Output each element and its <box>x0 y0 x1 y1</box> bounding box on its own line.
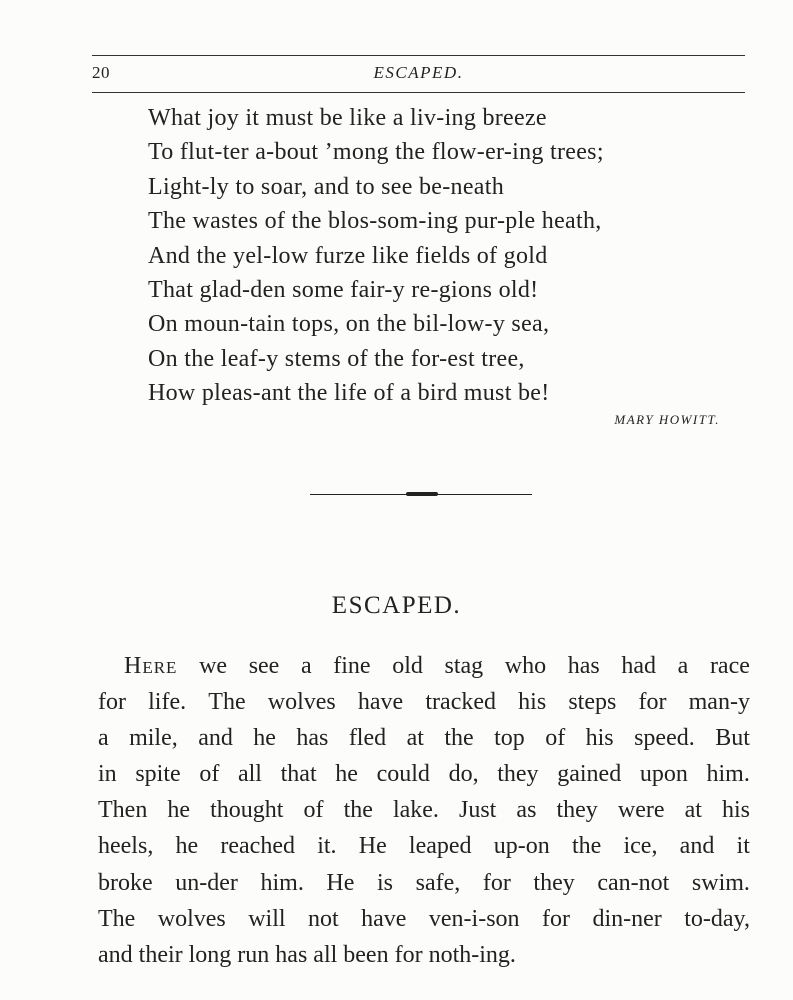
word: the <box>444 725 474 752</box>
story-line <box>98 901 750 937</box>
word: for <box>98 689 126 716</box>
poem-line: To flut-ter a-bout ’mong the flow-er-ing trees; <box>148 139 604 166</box>
word: him. <box>706 761 750 788</box>
word: we <box>199 653 228 679</box>
poem-line: On the leaf-y stems of the for-est tree, <box>148 345 525 372</box>
word: broke <box>98 869 153 896</box>
word: his <box>721 797 750 824</box>
word: will <box>248 905 286 932</box>
word: spite <box>135 761 181 788</box>
poem-line: How pleas-ant the life of a bird must be! <box>148 380 550 407</box>
word: has <box>296 725 329 752</box>
story-line <box>98 684 750 720</box>
poem-attribution: MARY HOWITT. <box>614 412 720 427</box>
word: to-day, <box>684 905 750 932</box>
word: life. <box>148 689 187 716</box>
word: wolves <box>157 905 226 932</box>
word: they <box>533 869 575 896</box>
word: can-not <box>597 869 670 896</box>
word: it. <box>317 833 337 860</box>
header-rule-top <box>92 55 745 56</box>
word: see <box>248 653 280 679</box>
word: and <box>198 725 233 752</box>
word: have <box>357 689 404 716</box>
poem-line: What joy it must be like a liv-ing breeze <box>148 105 547 131</box>
word: steps <box>568 689 617 716</box>
word: not <box>308 905 339 932</box>
word: ven-i-son <box>428 905 520 932</box>
word: he <box>175 833 199 860</box>
running-title: ESCAPED. <box>373 63 464 82</box>
word: The <box>98 905 136 932</box>
word: He <box>358 833 387 860</box>
word: fled <box>348 725 387 752</box>
word: they <box>497 761 539 788</box>
story-line <box>98 720 750 756</box>
word: it <box>736 833 750 860</box>
word: at <box>406 725 424 752</box>
word: the <box>343 797 373 824</box>
word: they <box>556 797 598 824</box>
word: thought <box>210 797 284 824</box>
word: his <box>585 725 614 752</box>
word: He <box>326 869 355 896</box>
word: he <box>167 797 191 824</box>
word: speed. <box>634 725 695 752</box>
word: his <box>518 689 547 716</box>
word: a <box>300 653 312 679</box>
word: race <box>709 653 750 679</box>
word: mile, <box>129 725 178 752</box>
header-rule-bottom <box>92 92 745 93</box>
word: him. <box>260 869 304 896</box>
word: swim. <box>691 869 750 896</box>
word: of <box>545 725 566 752</box>
story-line <box>98 828 750 864</box>
poem-line: Light-ly to soar, and to see be-neath <box>148 173 505 200</box>
word: for <box>638 689 667 716</box>
word: top <box>494 725 525 752</box>
word: could <box>376 761 430 788</box>
story-title: ESCAPED. <box>331 592 462 619</box>
word: he <box>335 761 358 788</box>
poem-line: And the yel-low furze like fields of gold <box>148 242 548 269</box>
word: a <box>98 725 109 752</box>
word: the <box>571 833 602 860</box>
word: for <box>482 869 511 896</box>
poem <box>148 101 748 411</box>
word: The <box>208 689 246 716</box>
word: in <box>98 761 117 788</box>
story-line <box>98 756 750 792</box>
story-line-last: and their long run has all been for noth-ing. <box>98 941 516 968</box>
word: But <box>715 725 750 752</box>
word: din-ner <box>592 905 662 932</box>
running-head <box>92 63 745 85</box>
word: is <box>377 869 394 896</box>
section-divider-ornament <box>310 491 532 499</box>
word: un-der <box>175 869 238 896</box>
word: has <box>567 653 600 679</box>
story-line-first <box>98 648 750 684</box>
page-number: 20 <box>92 63 110 82</box>
word: up-on <box>493 833 550 860</box>
word: he <box>253 725 276 752</box>
word: upon <box>639 761 688 788</box>
word: safe, <box>415 869 461 896</box>
story-line <box>98 865 750 901</box>
word: who <box>504 653 547 679</box>
word: lake. <box>392 797 439 824</box>
word: man-y <box>688 689 750 716</box>
word: tracked <box>425 689 496 716</box>
word: wolves <box>267 689 336 716</box>
word: were <box>617 797 665 824</box>
word: of <box>303 797 324 824</box>
word: gained <box>557 761 622 788</box>
word: stag <box>444 653 484 679</box>
word: as <box>516 797 537 824</box>
story-line <box>98 792 750 828</box>
word: that <box>280 761 317 788</box>
story-body <box>98 648 750 973</box>
word: old <box>392 653 423 679</box>
word: all <box>237 761 262 788</box>
poem-line: The wastes of the blos-som-ing pur-ple heath, <box>148 208 602 235</box>
drop-word: Here <box>124 653 178 679</box>
word: had <box>621 653 657 679</box>
word: have <box>361 905 407 932</box>
word: fine <box>333 653 371 679</box>
word: do, <box>448 761 479 788</box>
word: a <box>677 653 689 679</box>
word: and <box>679 833 715 860</box>
poem-line: On moun-tain tops, on the bil-low-y sea, <box>148 311 550 338</box>
word: Then <box>98 797 148 824</box>
word: for <box>542 905 570 932</box>
word: heels, <box>98 833 154 860</box>
word: ice, <box>623 833 658 860</box>
divider-center-mark <box>406 492 438 496</box>
word: reached <box>220 833 295 860</box>
word: Just <box>459 797 497 824</box>
word: of <box>199 761 220 788</box>
word: at <box>684 797 702 824</box>
word: leaped <box>408 833 472 860</box>
poem-line: That glad-den some fair-y re-gions old! <box>148 277 539 304</box>
